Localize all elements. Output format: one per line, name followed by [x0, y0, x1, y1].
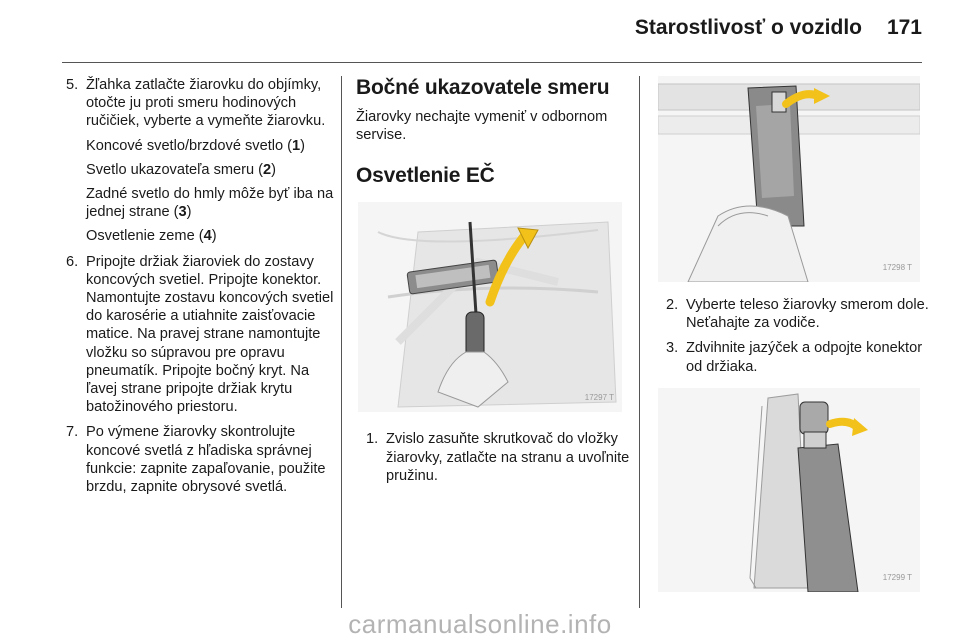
- step-number: 2.: [666, 297, 679, 313]
- step-text: Pripojte držiak žiaroviek do zostavy koncových svetiel. Pripojte konektor. Namontujte zostavu koncových svetiel do karosérie a utiahnite zaisťovacie matice. Na pravej strane namontujte vložku so súpravou pre opravu pneumatík. Pripojte bočný kryt. Na ľavej strane pripojte držiak krytu batožinového priestoru.: [86, 253, 334, 416]
- watermark: carmanualsonline.info: [348, 609, 612, 639]
- header-rule: [62, 62, 922, 63]
- step-5: [66, 76, 334, 131]
- figure-connector: [658, 388, 920, 592]
- step-1: [366, 430, 644, 485]
- column-1: [66, 76, 334, 496]
- step-text: Vyberte teleso žiarovky smerom dole. Neťahajte za vodiče.: [686, 297, 929, 332]
- step-number: 7.: [66, 424, 79, 441]
- step-3: [666, 339, 940, 375]
- bulb-housing-illustration: [658, 76, 920, 282]
- figure-number: 17299 T: [882, 572, 912, 582]
- step-2: [666, 296, 940, 332]
- step-number: 5.: [66, 77, 79, 93]
- column-divider-right: [639, 76, 640, 608]
- step-text: Zvislo zasuňte skrutkovač do vložky žiarovky, zatlačte na stranu a uvoľnite pružinu.: [386, 431, 630, 484]
- figure-bulb-housing: [658, 76, 920, 282]
- bulb-item-4: Osvetlenie zeme (4): [86, 228, 217, 245]
- step-text: Po výmene žiarovky skontrolujte koncové svetlá z hľadiska správnej funkcie: zapnite zapaľovanie, použite brzdu, zapnite obrysové svetlá.: [86, 424, 326, 496]
- section-heading-turn-signals: Bočné ukazovatele smeru: [356, 76, 610, 99]
- step-7: [66, 423, 334, 496]
- service-note: Žiarovky nechajte vymeniť v odbornom servise.: [356, 109, 608, 144]
- figure-screwdriver-plate-light: [358, 202, 622, 412]
- screwdriver-illustration: [358, 202, 622, 412]
- page-number: 171: [886, 16, 922, 39]
- figure-number: 17297 T: [584, 393, 614, 403]
- bulb-item-1: Koncové svetlo/brzdové svetlo (1): [86, 137, 306, 154]
- connector-illustration: [658, 388, 920, 592]
- bulb-item-3: Zadné svetlo do hmly môže byť iba na jednej strane (3): [86, 186, 334, 221]
- column-divider-left: [341, 76, 342, 608]
- page-header-title: Starostlivosť o vozidlo: [634, 16, 862, 39]
- step-text: Zdvihnite jazýček a odpojte konektor od držiaka.: [686, 340, 923, 375]
- section-heading-license-plate-light: Osvetlenie EČ: [356, 164, 495, 188]
- column-2: [356, 76, 630, 485]
- step-number: 1.: [366, 431, 379, 448]
- step-number: 3.: [666, 340, 679, 357]
- column-3: [658, 76, 929, 592]
- bulb-item-2: Svetlo ukazovateľa smeru (2): [86, 161, 277, 178]
- step-6: [66, 253, 334, 417]
- step-text: Žľahka zatlačte žiarovku do objímky, otočte ju proti smeru hodinových ručičiek, vyberte a vymeňte žiarovku.: [86, 77, 326, 130]
- figure-number: 17298 T: [882, 262, 912, 272]
- step-number: 6.: [66, 253, 79, 270]
